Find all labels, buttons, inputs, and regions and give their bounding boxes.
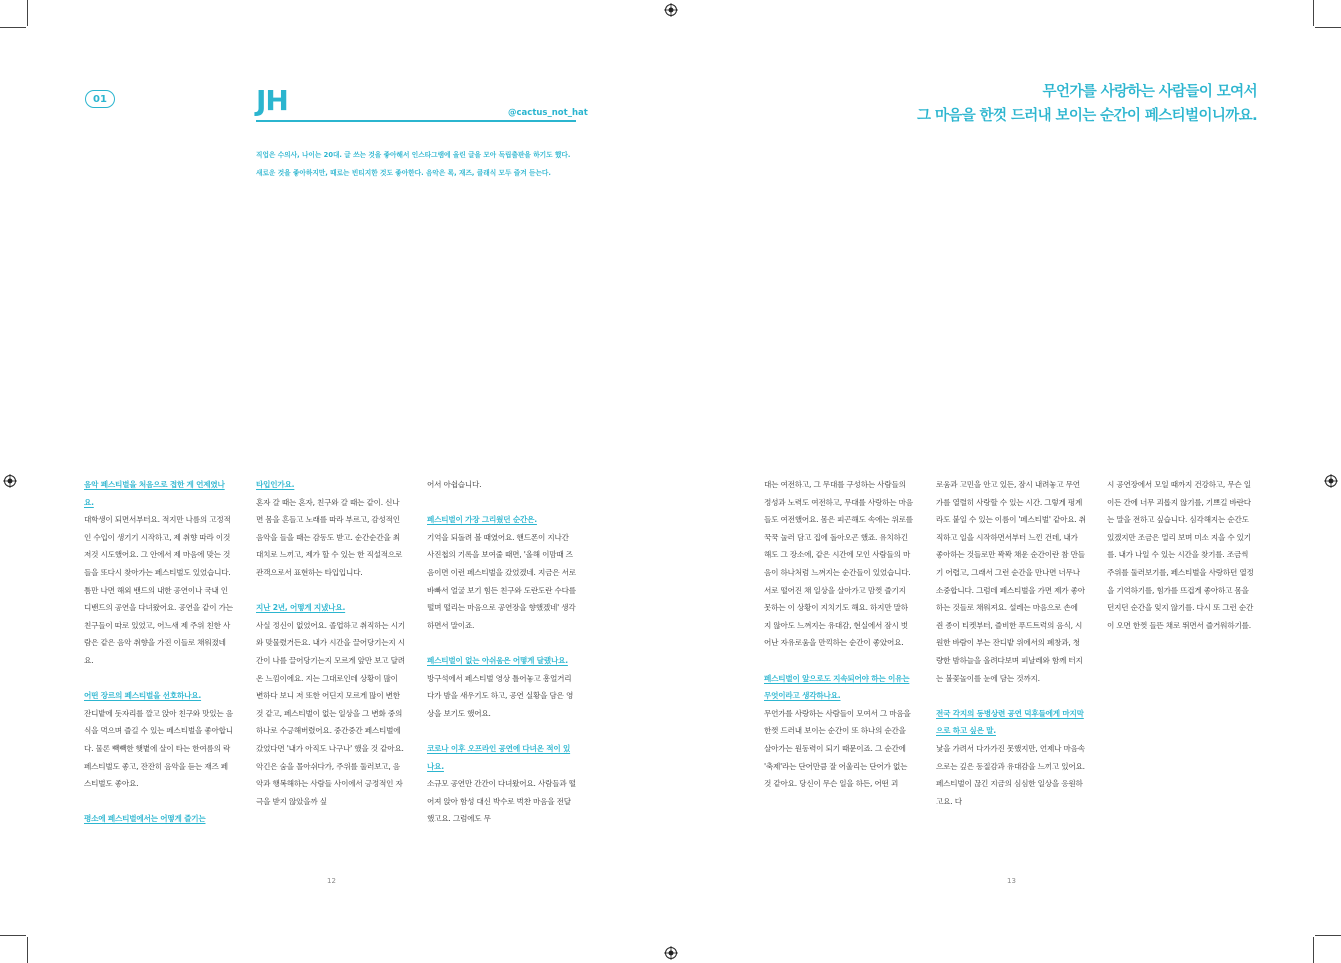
paragraph-gap <box>84 670 234 688</box>
interview-answer: 잔디밭에 돗자리를 깔고 앉아 친구와 맛있는 음식을 먹으며 즐길 수 있는 페스티벌을 좋아합니다. 물론 빽빽한 햇볕에 살이 타는 한여름의 락 페스티벌도 좋고, 잔잔히 음악을 듣는 재즈 페스티벌도 좋아요. <box>84 708 233 789</box>
interview-question: 어떤 장르의 페스티벌을 선호하나요. <box>84 691 202 701</box>
interview-question: 페스티벌이 가장 그리웠던 순간은. <box>427 515 537 525</box>
interview-question: 평소에 페스티벌에서는 어떻게 즐기는 <box>84 814 206 824</box>
interview-answer: 대학생이 되면서부터요. 적지만 나름의 고정적인 수입이 생기기 시작하고, 제 취향 따라 이것저것 시도했어요. 그 안에서 제 마음에 맞는 것들을 또다시 찾아가는 페스티벌도 있었습니다. 틈만 나면 해외 밴드의 내한 공연이나 국내 인디밴드의 공연을 다녀왔어요. 공연을 같이 가는 친구들이 따로 있었고, 어느새 제 주위 친한 사람은 같은 음악 취향을 가진 이들로 채워졌네요. <box>84 515 233 665</box>
interview-question: 페스티벌이 앞으로도 지속되어야 하는 이유는 무엇이라고 생각하나요. <box>764 673 910 701</box>
interview-answer: 혼자 갈 때는 혼자, 친구와 갈 때는 같이. 신나면 몸을 흔들고 노래를 따라 부르고, 감성적인 음악을 들을 때는 감동도 받고. 순간순간을 최대치로 느끼고, 제가 할 수 있는 한 직설적으로 관객으로서 표현하는 타입입니다. <box>256 497 403 577</box>
text-column-4 <box>764 476 914 793</box>
registration-mark-icon <box>3 474 17 488</box>
interview-answer: 어서 아쉽습니다. <box>427 480 482 489</box>
interview-answer: 무언가를 사랑하는 사람들이 모여서 그 마음을 한껏 드러내 보이는 순간이 또 하나의 순간을 살아가는 원동력이 되기 때문이죠. 그 순간에 '축제'라는 단어만큼 잘 어울리는 단어가 없는 것 같아요. 당신이 무슨 일을 하든, 어떤 괴 <box>764 708 911 789</box>
text-column-1 <box>84 476 234 828</box>
crop-mark <box>1315 27 1341 28</box>
text-column-2 <box>256 476 406 810</box>
page-number-left: 12 <box>327 877 336 885</box>
interview-question: 타입인가요. <box>256 480 295 489</box>
paragraph-gap <box>427 722 577 740</box>
page-number-right: 13 <box>1007 877 1016 885</box>
interview-question: 코로나 이후 오프라인 공연에 다녀온 적이 있나요. <box>427 743 571 771</box>
paragraph-gap <box>427 494 577 512</box>
paragraph-gap <box>427 634 577 652</box>
paragraph-gap <box>764 652 914 670</box>
pull-quote-headline <box>917 80 1257 128</box>
registration-mark-icon <box>664 946 678 960</box>
interview-answer: 로움과 고민을 안고 있든, 잠시 내려놓고 무언가를 열렬히 사랑할 수 있는 시간. 그렇게 펑계라도 붙일 수 있는 이름이 '페스티벌' 같아요. 취직하고 일을 시작하면서부터 느낀 건데, 내가 좋아하는 것들로만 꽉꽉 채운 순간이란 참 만들기 어렵고, 그래서 그런 순간을 만나면 너무나 소중합니다. 그럼데 페스티벌을 가면 제가 좋아하는 것들로 채워져요. 설레는 마음으로 손에 쥔 종이 티켓부터, 즐비한 푸드트럭의 음식, 시원한 바람이 부는 잔디밭 위에서의 폐창과, 청량한 밤하늘을 올려다보며 피날레와 함께 터지는 불꽃놀이를 눈에 담는 것까지. <box>936 480 1086 683</box>
interviewee-initials: JH <box>256 84 288 117</box>
headline-line-2: 그 마음을 한껏 드러내 보이는 순간이 페스티벌이니까요. <box>917 108 1257 124</box>
registration-mark-icon <box>1324 474 1338 488</box>
interview-question: 음악 페스티벌을 처음으로 접한 게 언제였나요. <box>84 480 225 507</box>
crop-mark <box>27 0 28 26</box>
interviewee-handle: @cactus_not_hat <box>508 108 588 118</box>
text-column-5 <box>936 476 1086 810</box>
interview-question: 페스티벌이 없는 아쉬움은 어떻게 달랬나요. <box>427 655 568 665</box>
crop-mark <box>1315 935 1341 936</box>
crop-mark <box>1313 937 1314 963</box>
interview-answer: 소규모 공연만 간간이 다녀왔어요. 사람들과 떨어져 앉아 함성 대신 박수로 벅찬 마음을 전달했고요. 그럼에도 무 <box>427 779 576 824</box>
crop-mark <box>27 937 28 963</box>
interview-question: 지난 2년, 어떻게 지냈나요. <box>256 603 346 613</box>
interviewee-intro: 직업은 수의사, 나이는 20대. 글 쓰는 것을 좋아해서 인스타그램에 올린 글을 모아 독립출판을 하기도 했다. 새로운 것을 좋아하지만, 때로는 빈티지한 것도 좋아한다. 음악은 록, 재즈, 클래식 모두 즐겨 듣는다. <box>256 151 571 177</box>
interview-answer: 기억을 되돌려 볼 때였어요. 핸드폰이 지나간 사진첩의 기록을 보여줄 때면, '올해 이맘때 즈음이면 이런 페스티벌을 갔었겠네. 지금은 서로 바빠서 얼굴 보기 힘든 친구와 도란도란 수다를 떨며 떨리는 마음으로 공연장을 향했겠네' 생각하면서 말이죠. <box>427 532 576 630</box>
crop-mark <box>1313 0 1314 26</box>
interview-answer: 시 공연장에서 모일 때까지 건강하고, 무슨 일이든 간에 너무 괴롭지 않기를, 기쁘길 바란다는 말을 전하고 싶습니다. 심각해지는 순간도 있겠지만 조금은 멀리 보며 미소 지을 수 있기를. 내가 나일 수 있는 시간을 찾기를. 조금씩 주위를 둘러보기를, 페스티벌을 사랑하던 열정을 기억하기를, 힘가를 뜨겁게 좋아하고 몸을 던지던 순간을 잊지 않기를. 다시 또 그런 순간이 오면 한껏 들뜬 채로 뛰면서 즐거워하기를. <box>1107 480 1254 630</box>
crop-mark <box>0 27 26 28</box>
interview-answer: 대는 여전하고, 그 무대를 구성하는 사람들의 정성과 노력도 여전하고, 무대를 사랑하는 마음들도 여전했어요. 몸은 피곤해도 속에는 위로를 꾹꾹 눌러 담고 집에 돌아오곤 했죠. 유치하긴 해도 그 장소에, 같은 시간에 모인 사람들의 마음이 하나처럼 느껴지는 순간들이 있었습니다. 서로 떨어진 채 일상을 살아가고 맘껏 즐기지 못하는 이 상황이 지치기도 해요. 하지만 말하지 않아도 느껴지는 유대감, 현실에서 잠시 벗어난 자유로움을 만끽하는 순간이 좋았어요. <box>764 480 913 648</box>
text-column-6 <box>1107 476 1257 634</box>
interview-number-badge: 01 <box>85 90 115 108</box>
header-divider <box>256 120 576 122</box>
paragraph-gap <box>84 793 234 811</box>
text-column-3 <box>427 476 577 828</box>
interview-question: 전국 각지의 동병상련 공연 덕후들에게 마지막으로 하고 싶은 말. <box>936 708 1084 736</box>
paragraph-gap <box>936 687 1086 705</box>
interview-answer: 사실 정신이 없었어요. 졸업하고 취직하는 시기와 맞물렸거든요. 내가 시간을 끌어당기는지 시간이 나를 끌어당기는지 모르게 앞만 보고 달려온 느낌이에요. 지는 그대로인데 상황이 많이 변하다 보니 저 또한 어딘지 모르게 많이 변한 것 같고, 페스티벌이 없는 일상을 그 변화 중의 하나로 수긍해버렸어요. 중간중간 페스티벌에 갔었다면 '내가 아직도 나구나' 했을 것 같아요. 악긴은 숨을 몰아쉬다가, 주위를 둘러보고, 음악과 행복해하는 사람들 사이에서 긍정적인 자극을 받지 않았을까 싶 <box>256 620 405 806</box>
registration-mark-icon <box>664 3 678 17</box>
interview-answer: 낯을 가려서 다가가진 못했지만, 언제나 마음속으로는 깊은 동질감과 유대감을 느끼고 있어요. 페스티벌이 끊긴 지금의 심심한 일상을 응원하고요. 다 <box>936 743 1085 806</box>
paragraph-gap <box>256 582 406 600</box>
headline-line-1: 무언가를 사랑하는 사람들이 모여서 <box>1042 84 1257 100</box>
crop-mark <box>0 935 26 936</box>
interview-answer: 방구석에서 페스티벌 영상 틀어놓고 흥얼거리다가 밤을 새우기도 하고, 공연 실황을 담은 영상을 보기도 했어요. <box>427 673 574 718</box>
